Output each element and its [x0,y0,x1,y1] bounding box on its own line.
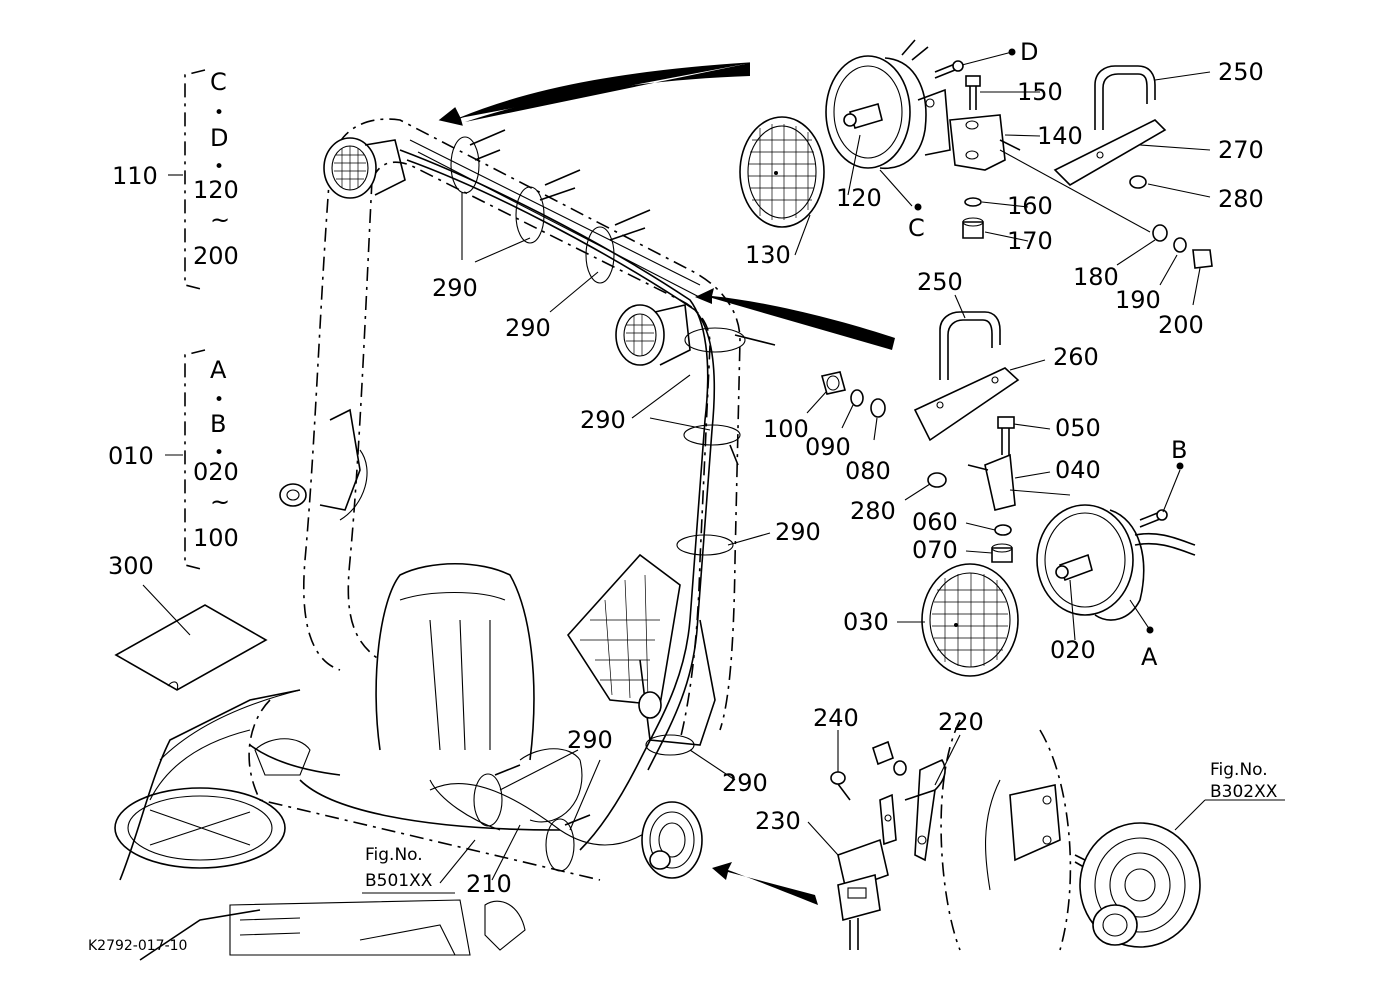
callout-C: C [908,214,925,242]
callout-120: 120 [836,184,882,212]
callout-130: 130 [745,241,791,269]
lens-130 [740,117,824,227]
fig-ref-beacon [1210,760,1278,802]
lens-030 [922,564,1018,676]
steering-wheel [115,788,285,868]
group-bottom-item-2: B [210,410,227,438]
label-300: 300 [108,552,154,580]
ubolt-250-lower [940,312,1000,380]
callout-200: 200 [1158,311,1204,339]
callout-290-c: 290 [580,406,626,434]
group-top-item-1: • [214,103,225,123]
group-bottom-item-5: ~ [210,488,231,516]
callout-040: 040 [1055,456,1101,484]
callout-060: 060 [912,508,958,536]
ubolt-250-upper [1095,66,1155,130]
callout-150: 150 [1017,78,1063,106]
group-top-item-0: C [210,68,227,96]
nut-070 [992,544,1012,562]
callout-260: 260 [1053,343,1099,371]
washer-090 [851,390,863,406]
washer-080 [871,399,885,417]
leader-lines [143,52,1285,893]
beacon-lamp [1075,823,1200,947]
group-top-item-6: 200 [193,242,239,270]
callout-270: 270 [1218,136,1264,164]
callout-180: 180 [1073,263,1119,291]
fig-ref-seat-line1: Fig.No. [365,845,423,865]
group-label-bottom [108,356,239,552]
arrow-upper [440,63,750,125]
drawing-code: K2792-017-10 [88,938,188,954]
arrow-lower [712,862,818,905]
callout-280-lower: 280 [850,497,896,525]
group-top-index: 110 [112,162,158,190]
group-label-top [112,68,239,270]
callout-250-lower: 250 [917,268,963,296]
callout-290-e: 290 [567,726,613,754]
callout-140: 140 [1037,122,1083,150]
document-sheet-300 [116,605,266,690]
fig-ref-seat [365,845,433,891]
callout-080: 080 [845,457,891,485]
callout-030: 030 [843,608,889,636]
rops-frame [150,119,740,880]
callout-290-a: 290 [432,274,478,302]
callout-070: 070 [912,536,958,564]
callout-210: 210 [466,870,512,898]
bolt-050 [998,417,1014,455]
group-bottom-item-4: 020 [193,458,239,486]
group-bottom-item-1: • [214,390,225,410]
fig-ref-beacon-line2: B302XX [1210,782,1278,802]
nut-100 [822,372,845,394]
operator-seat [250,564,582,830]
beacon-mount [941,720,1070,950]
callout-190: 190 [1115,286,1161,314]
front-left-lamp [324,138,405,198]
callout-D: D [1020,38,1039,66]
screw-240 [831,772,850,800]
bolt-D [935,61,963,78]
bolt-150 [966,76,980,110]
fig-ref-seat-line2: B501XX [365,871,433,891]
callout-050: 050 [1055,414,1101,442]
callout-090: 090 [805,433,851,461]
group-top-item-4: 120 [193,176,239,204]
nut-280-lower [928,473,946,487]
callout-290-d: 290 [775,518,821,546]
washer-060 [995,525,1011,535]
group-top-item-3: • [214,157,225,177]
group-bottom-item-3: • [214,443,225,463]
rear-reflector-lamp [642,802,702,878]
group-bottom-index: 010 [108,442,154,470]
group-bottom-item-0: A [210,356,227,384]
callout-220: 220 [938,708,984,736]
group-top-item-5: ~ [210,206,231,234]
bracket-220 [905,760,945,860]
callout-B: B [1171,436,1188,464]
callout-240: 240 [813,704,859,732]
callout-290-f: 290 [722,769,768,797]
rear-lamp [616,305,690,365]
washer-160 [965,198,981,206]
fig-ref-beacon-line1: Fig.No. [1210,760,1268,780]
wire-harness [400,150,714,850]
lamp-housing-020 [1037,505,1195,620]
callout-230: 230 [755,807,801,835]
nut-170 [963,218,983,238]
callout-100: 100 [763,415,809,443]
callout-A: A [1141,643,1158,671]
nut-washer-220 [873,742,906,775]
callout-020: 020 [1050,636,1096,664]
callout-160: 160 [1007,192,1053,220]
callout-280-upper: 280 [1218,185,1264,213]
nut-280-upper [1130,176,1146,188]
callout-290-b: 290 [505,314,551,342]
connector-socket [838,875,880,950]
group-bottom-item-6: 100 [193,524,239,552]
group-top-item-2: D [210,124,229,152]
callout-170: 170 [1007,227,1053,255]
bracket-140 [950,115,1020,170]
bolt-B [1140,510,1167,527]
lamp-assembly-upper [826,40,950,168]
callout-250-upper: 250 [1218,58,1264,86]
